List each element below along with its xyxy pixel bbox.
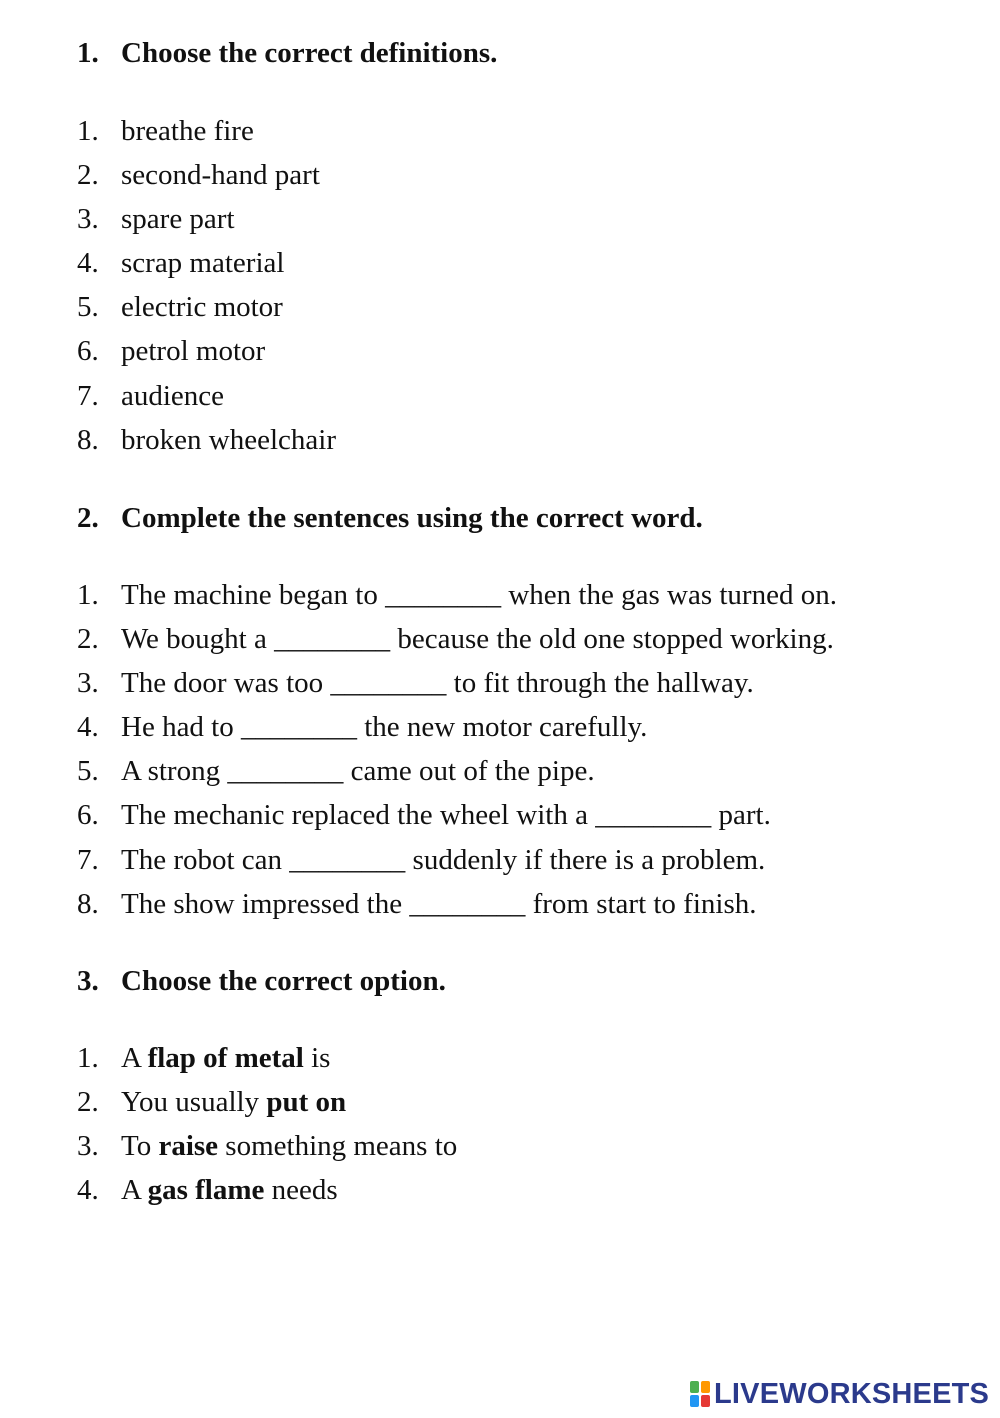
section-1-list <box>77 114 336 467</box>
item-number: 6. <box>77 799 99 832</box>
section-1-number: 1. <box>77 37 99 69</box>
item-text: The robot can ________ suddenly if there is a problem. <box>121 843 766 876</box>
item-number: 6. <box>77 335 99 368</box>
list-item <box>77 379 336 423</box>
item-text: spare part <box>121 203 235 236</box>
item-keyword: put on <box>266 1086 347 1119</box>
item-text: A strong ________ came out of the pipe. <box>121 755 595 788</box>
item-number: 1. <box>77 1042 99 1074</box>
item-number: 1. <box>77 115 99 147</box>
item-text: The mechanic replaced the wheel with a ________ part. <box>121 799 771 832</box>
liveworksheets-logo-icon <box>690 1381 710 1407</box>
item-text-before: A <box>121 1174 148 1207</box>
logo-tile <box>701 1395 710 1407</box>
item-text: We bought a ________ because the old one stopped working. <box>121 623 834 656</box>
item-number: 2. <box>77 1086 99 1119</box>
item-number: 7. <box>77 843 99 876</box>
list-item <box>77 114 336 158</box>
list-item <box>77 334 336 378</box>
section-2-title <box>77 501 703 535</box>
section-3-title <box>77 964 446 998</box>
list-item <box>77 710 837 754</box>
list-item <box>77 843 837 887</box>
item-text: second-hand part <box>121 159 320 192</box>
section-1-title <box>77 36 497 70</box>
item-text-after: needs <box>264 1174 338 1207</box>
item-number: 8. <box>77 887 99 920</box>
list-item <box>77 622 837 666</box>
item-number: 3. <box>77 1130 99 1163</box>
item-keyword: gas flame <box>147 1174 265 1207</box>
list-item <box>77 246 336 290</box>
section-3-title-text: Choose the correct option. <box>121 965 446 997</box>
section-3-number: 3. <box>77 965 99 997</box>
item-number: 3. <box>77 203 99 236</box>
item-keyword: flap of metal <box>147 1042 304 1074</box>
item-text-after: is <box>303 1042 331 1074</box>
item-number: 4. <box>77 711 99 744</box>
section-2-list <box>77 578 837 931</box>
item-number: 7. <box>77 379 99 412</box>
logo-tile <box>701 1381 710 1393</box>
list-item <box>77 290 336 334</box>
list-item <box>77 158 336 202</box>
item-text: The machine began to ________ when the gas was turned on. <box>121 579 837 611</box>
item-text: petrol motor <box>121 335 266 368</box>
item-number: 4. <box>77 1174 99 1207</box>
list-item <box>77 1085 457 1129</box>
item-number: 8. <box>77 423 99 456</box>
section-1-title-text: Choose the correct definitions. <box>121 37 498 69</box>
item-text-before: A <box>121 1042 148 1074</box>
list-item <box>77 1129 457 1173</box>
list-item <box>77 798 837 842</box>
item-keyword: raise <box>158 1130 219 1163</box>
item-text: The show impressed the ________ from start to finish. <box>121 887 757 920</box>
item-text: broken wheelchair <box>121 423 336 456</box>
item-text-after: something means to <box>218 1130 458 1163</box>
logo-text: LIVEWORKSHEETS <box>714 1378 990 1410</box>
item-number: 1. <box>77 579 99 611</box>
list-item <box>77 423 336 467</box>
section-2-title-text: Complete the sentences using the correct word. <box>121 502 703 534</box>
item-number: 5. <box>77 755 99 788</box>
item-text: He had to ________ the new motor carefully. <box>121 711 648 744</box>
item-number: 5. <box>77 291 99 324</box>
item-text: audience <box>121 379 225 412</box>
item-text: electric motor <box>121 291 283 324</box>
item-number: 2. <box>77 623 99 656</box>
logo-tile <box>690 1395 699 1407</box>
item-number: 2. <box>77 159 99 192</box>
item-number: 4. <box>77 247 99 280</box>
item-text: The door was too ________ to fit through the hallway. <box>121 667 754 700</box>
list-item <box>77 754 837 798</box>
section-3-list <box>77 1041 457 1217</box>
item-text: breathe fire <box>121 115 254 147</box>
item-text-before: You usually <box>121 1086 267 1119</box>
list-item <box>77 578 837 622</box>
item-text: scrap material <box>121 247 285 280</box>
list-item <box>77 202 336 246</box>
list-item <box>77 1041 457 1085</box>
liveworksheets-logo[interactable] <box>690 1377 989 1411</box>
list-item <box>77 1173 457 1217</box>
logo-tile <box>690 1381 699 1393</box>
section-2-number: 2. <box>77 502 99 534</box>
list-item <box>77 666 837 710</box>
list-item <box>77 887 837 931</box>
item-text-before: To <box>121 1130 159 1163</box>
item-number: 3. <box>77 667 99 700</box>
